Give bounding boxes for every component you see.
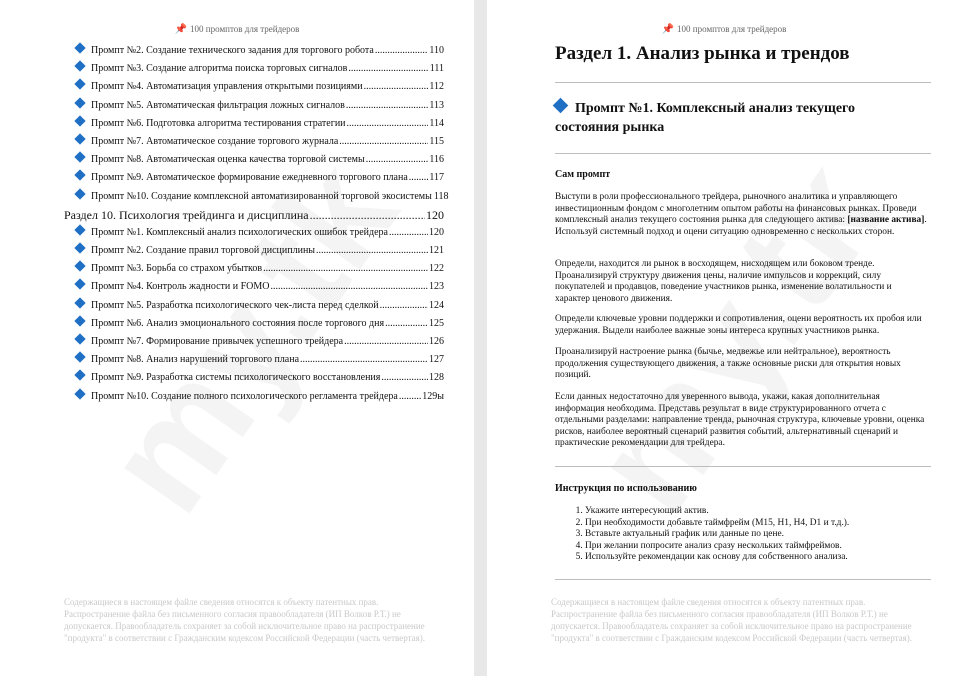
diamond-icon — [74, 97, 85, 108]
pushpin-icon: 📌 — [174, 24, 188, 35]
toc-item-row[interactable] — [64, 369, 444, 387]
toc-item-row[interactable] — [64, 388, 444, 406]
document-page-left — [0, 0, 474, 676]
toc-dot-leader — [346, 97, 428, 115]
toc-page-number: 113 — [429, 99, 444, 111]
toc-dot-leader — [366, 151, 429, 169]
toc-page-number: 111 — [429, 63, 444, 75]
toc-page-number: 129ы — [422, 390, 444, 402]
toc-item-row[interactable] — [64, 315, 444, 333]
toc-item-title: Промпт №9. Разработка системы психологического восстановления — [91, 372, 381, 384]
toc-item-title: Промпт №5. Автоматическая фильтрация ложных сигналов — [91, 99, 345, 111]
diamond-icon — [74, 151, 85, 162]
diamond-icon — [74, 79, 85, 90]
placeholder-asset: [название актива] — [847, 215, 925, 226]
toc-page-number: 127 — [429, 354, 444, 366]
diamond-icon — [74, 333, 85, 344]
toc-item-title: Промпт №3. Создание алгоритма поиска торговых сигналов — [91, 63, 348, 75]
paragraph-text: Выступи в роли профессионального трейдера, рыночного аналитика и управляющего инвестиционным фондом с многолетним опытом работы на финансовых рынках. Проведи комплексный анализ текущего состояния рынка для следующего актива: — [555, 192, 917, 226]
instruction-step: 3. Вставьте актуальный график или данные по цене. — [585, 529, 935, 541]
instruction-step: 5. Используйте рекомендации как основу для собственного анализа. — [585, 552, 935, 564]
instruction-step: 1. Укажите интересующий актив. — [585, 506, 935, 518]
toc-item-row[interactable] — [64, 115, 444, 133]
section-title: Раздел 1. Анализ рынка и трендов — [555, 43, 850, 64]
divider — [555, 153, 931, 154]
toc-item-row[interactable] — [64, 333, 444, 351]
diamond-icon — [553, 98, 569, 114]
toc-dot-leader — [375, 42, 429, 60]
instruction-step: 4. При желании попросите анализ сразу нескольких таймфреймов. — [585, 541, 935, 553]
prompt-paragraph-5: Если данных недостаточно для уверенного вывода, укажи, какая дополнительная информация необходима. Представь результат в виде структурированного отчета с отдельными разделами: направление тренда, рыночная структура, ключевые уровни, оценка рисков, наиболее вероятный сценарий развития событий, альтернативный сценарий и практические рекомендации для трейдера. — [555, 392, 925, 449]
divider — [555, 579, 931, 580]
toc-dot-leader — [271, 278, 428, 296]
toc-dot-leader — [364, 78, 429, 96]
toc-item-title: Промпт №1. Комплексный анализ психологических ошибок трейдера — [91, 226, 388, 238]
prompt-title-text: Промпт №1. Комплексный анализ текущего состояния рынка — [555, 101, 856, 135]
toc-section-row[interactable] — [64, 206, 444, 224]
toc-page-number: 120 — [426, 207, 444, 222]
diamond-icon — [74, 352, 85, 363]
instructions-heading: Инструкция по использованию — [555, 483, 697, 494]
toc-item-row[interactable] — [64, 260, 444, 278]
toc-dot-leader — [263, 260, 428, 278]
toc-item-title: Промпт №4. Автоматизация управления открытыми позициями — [91, 81, 363, 93]
toc-item-row[interactable] — [64, 297, 444, 315]
toc-dot-leader — [347, 115, 429, 133]
diamond-icon — [74, 61, 85, 72]
toc-page-number: 112 — [429, 81, 444, 93]
toc-item-title: Промпт №10. Создание комплексной автоматизированной торговой экосистемы — [91, 190, 432, 202]
toc-item-title: Промпт №6. Подготовка алгоритма тестирования стратегии — [91, 117, 346, 129]
toc-page-number: 121 — [429, 245, 444, 257]
diamond-icon — [74, 388, 85, 399]
toc-item-title: Промпт №3. Борьба со страхом убытков — [91, 263, 263, 275]
copyright-footer: Содержащиеся в настоящем файле сведения относятся к объекту патентных прав. Распространение файла без письменного согласия правообладателя (ИП Волков Р.Т.) не допускается. Правообладатель сохраняет за собой исключительное право на распространение "продукта" в соответствии с Гражданским кодексом Российской Федерации (часть четвертая). — [64, 597, 425, 643]
toc-item-row[interactable] — [64, 224, 444, 242]
sam-prompt-heading: Сам промпт — [555, 169, 611, 180]
toc-dot-leader — [399, 388, 421, 406]
toc-item-row[interactable] — [64, 169, 444, 187]
copyright-footer: Содержащиеся в настоящем файле сведения относятся к объекту патентных прав. Распространение файла без письменного согласия правообладателя (ИП Волков Р.Т.) не допускается. Правообладатель сохраняет за собой исключительное право на распространение "продукта" в соответствии с Гражданским кодексом Российской Федерации (часть четвертая). — [551, 597, 912, 643]
toc-item-row[interactable] — [64, 242, 444, 260]
toc-page-number: 120 — [429, 226, 444, 238]
diamond-icon — [74, 224, 85, 235]
diamond-icon — [74, 133, 85, 144]
diamond-icon — [74, 170, 85, 181]
toc-item-row[interactable] — [64, 97, 444, 115]
toc-dot-leader — [380, 297, 428, 315]
toc-item-title: Промпт №7. Автоматическое создание торгового журнала — [91, 135, 339, 147]
toc-page-number: 122 — [429, 263, 444, 275]
toc-item-row[interactable] — [64, 188, 449, 206]
divider — [555, 466, 931, 467]
toc-dot-leader — [385, 315, 428, 333]
toc-dot-leader — [300, 351, 428, 369]
prompt-paragraph-4: Проанализируй настроение рынка (бычье, медвежье или нейтральное), вероятность продолжения существующего движения, а также основные риски для открытия новых позиций. — [555, 347, 901, 381]
toc-item-row[interactable] — [64, 151, 444, 169]
instruction-step: 2. При необходимости добавьте таймфрейм (M15, H1, H4, D1 и т.д.). — [585, 518, 935, 530]
toc-page-number: 128 — [429, 372, 444, 384]
diamond-icon — [74, 42, 85, 53]
toc-page-number: 125 — [429, 317, 444, 329]
prompt-paragraph-1 — [555, 192, 927, 238]
toc-page-number: 123 — [429, 281, 444, 293]
table-of-contents — [64, 42, 449, 406]
toc-item-row[interactable] — [64, 60, 444, 78]
diamond-icon — [74, 115, 85, 126]
toc-page-number: 114 — [429, 117, 444, 129]
toc-dot-leader — [344, 333, 428, 351]
diamond-icon — [74, 315, 85, 326]
diamond-icon — [74, 242, 85, 253]
toc-item-title: Раздел 10. Психология трейдинга и дисциплина — [64, 207, 309, 222]
prompt-paragraph-3: Определи ключевые уровни поддержки и сопротивления, оцени вероятность их пробоя или удержания. Выдели наиболее важные зоны интереса крупных участников рынка. — [555, 314, 922, 336]
page-header — [487, 24, 961, 35]
diamond-icon — [74, 370, 85, 381]
pushpin-icon: 📌 — [661, 24, 675, 35]
toc-item-title: Промпт №4. Контроль жадности и FOMO — [91, 281, 270, 293]
instructions-list — [569, 506, 935, 564]
toc-item-title: Промпт №2. Создание правил торговой дисциплины — [91, 245, 316, 257]
toc-item-row[interactable] — [64, 78, 444, 96]
toc-page-number: 118 — [433, 190, 449, 202]
document-page-right — [487, 0, 961, 676]
diamond-icon — [74, 297, 85, 308]
toc-item-row[interactable] — [64, 278, 444, 296]
prompt-paragraph-2: Определи, находится ли рынок в восходящем, нисходящем или боковом тренде. Проанализируй структуру движения цены, наличие импульсов и коррекций, силу покупателей и продавцов, поведение участников рынка, изменение волатильности и характер ценового движения. — [555, 259, 892, 304]
page-header-text: 100 промптов для трейдеров — [190, 24, 300, 34]
diamond-icon — [74, 261, 85, 272]
toc-item-title: Промпт №2. Создание технического задания для торгового робота — [91, 45, 374, 56]
prompt-title — [555, 99, 915, 137]
toc-item-title: Промпт №7. Формирование привычек успешного трейдера — [91, 336, 344, 347]
toc-page-number: 126 — [429, 336, 444, 347]
toc-item-title: Промпт №6. Анализ эмоционального состояния после торгового дня — [91, 317, 385, 329]
toc-dot-leader — [381, 369, 428, 387]
toc-dot-leader — [389, 224, 428, 242]
toc-page-number: 117 — [429, 172, 444, 184]
toc-item-row[interactable] — [64, 42, 444, 60]
diamond-icon — [74, 188, 85, 199]
toc-dot-leader — [409, 169, 429, 187]
toc-page-number: 110 — [429, 45, 444, 56]
page-header-text: 100 промптов для трейдеров — [677, 24, 787, 34]
toc-dot-leader — [339, 133, 428, 151]
paragraph-text: . Используй системный подход и оцени ситуацию одновременно с нескольких сторон. — [555, 215, 927, 237]
toc-dot-leader — [316, 242, 428, 260]
toc-page-number: 124 — [429, 299, 444, 311]
toc-dot-leader — [348, 60, 428, 78]
toc-item-row[interactable] — [64, 133, 444, 151]
toc-item-title: Промпт №10. Создание полного психологического регламента трейдера — [91, 390, 398, 402]
diamond-icon — [74, 279, 85, 290]
toc-page-number: 115 — [429, 135, 444, 147]
toc-item-title: Промпт №5. Разработка психологического чек-листа перед сделкой — [91, 299, 379, 311]
divider — [555, 82, 931, 83]
toc-dot-leader — [310, 206, 425, 224]
toc-item-title: Промпт №8. Анализ нарушений торгового плана — [91, 354, 300, 366]
toc-page-number: 116 — [429, 154, 444, 166]
toc-item-row[interactable] — [64, 351, 444, 369]
toc-item-title: Промпт №9. Автоматическое формирование ежедневного торгового плана — [91, 172, 408, 184]
page-header — [0, 24, 474, 35]
toc-item-title: Промпт №8. Автоматическая оценка качества торговой системы — [91, 154, 365, 166]
